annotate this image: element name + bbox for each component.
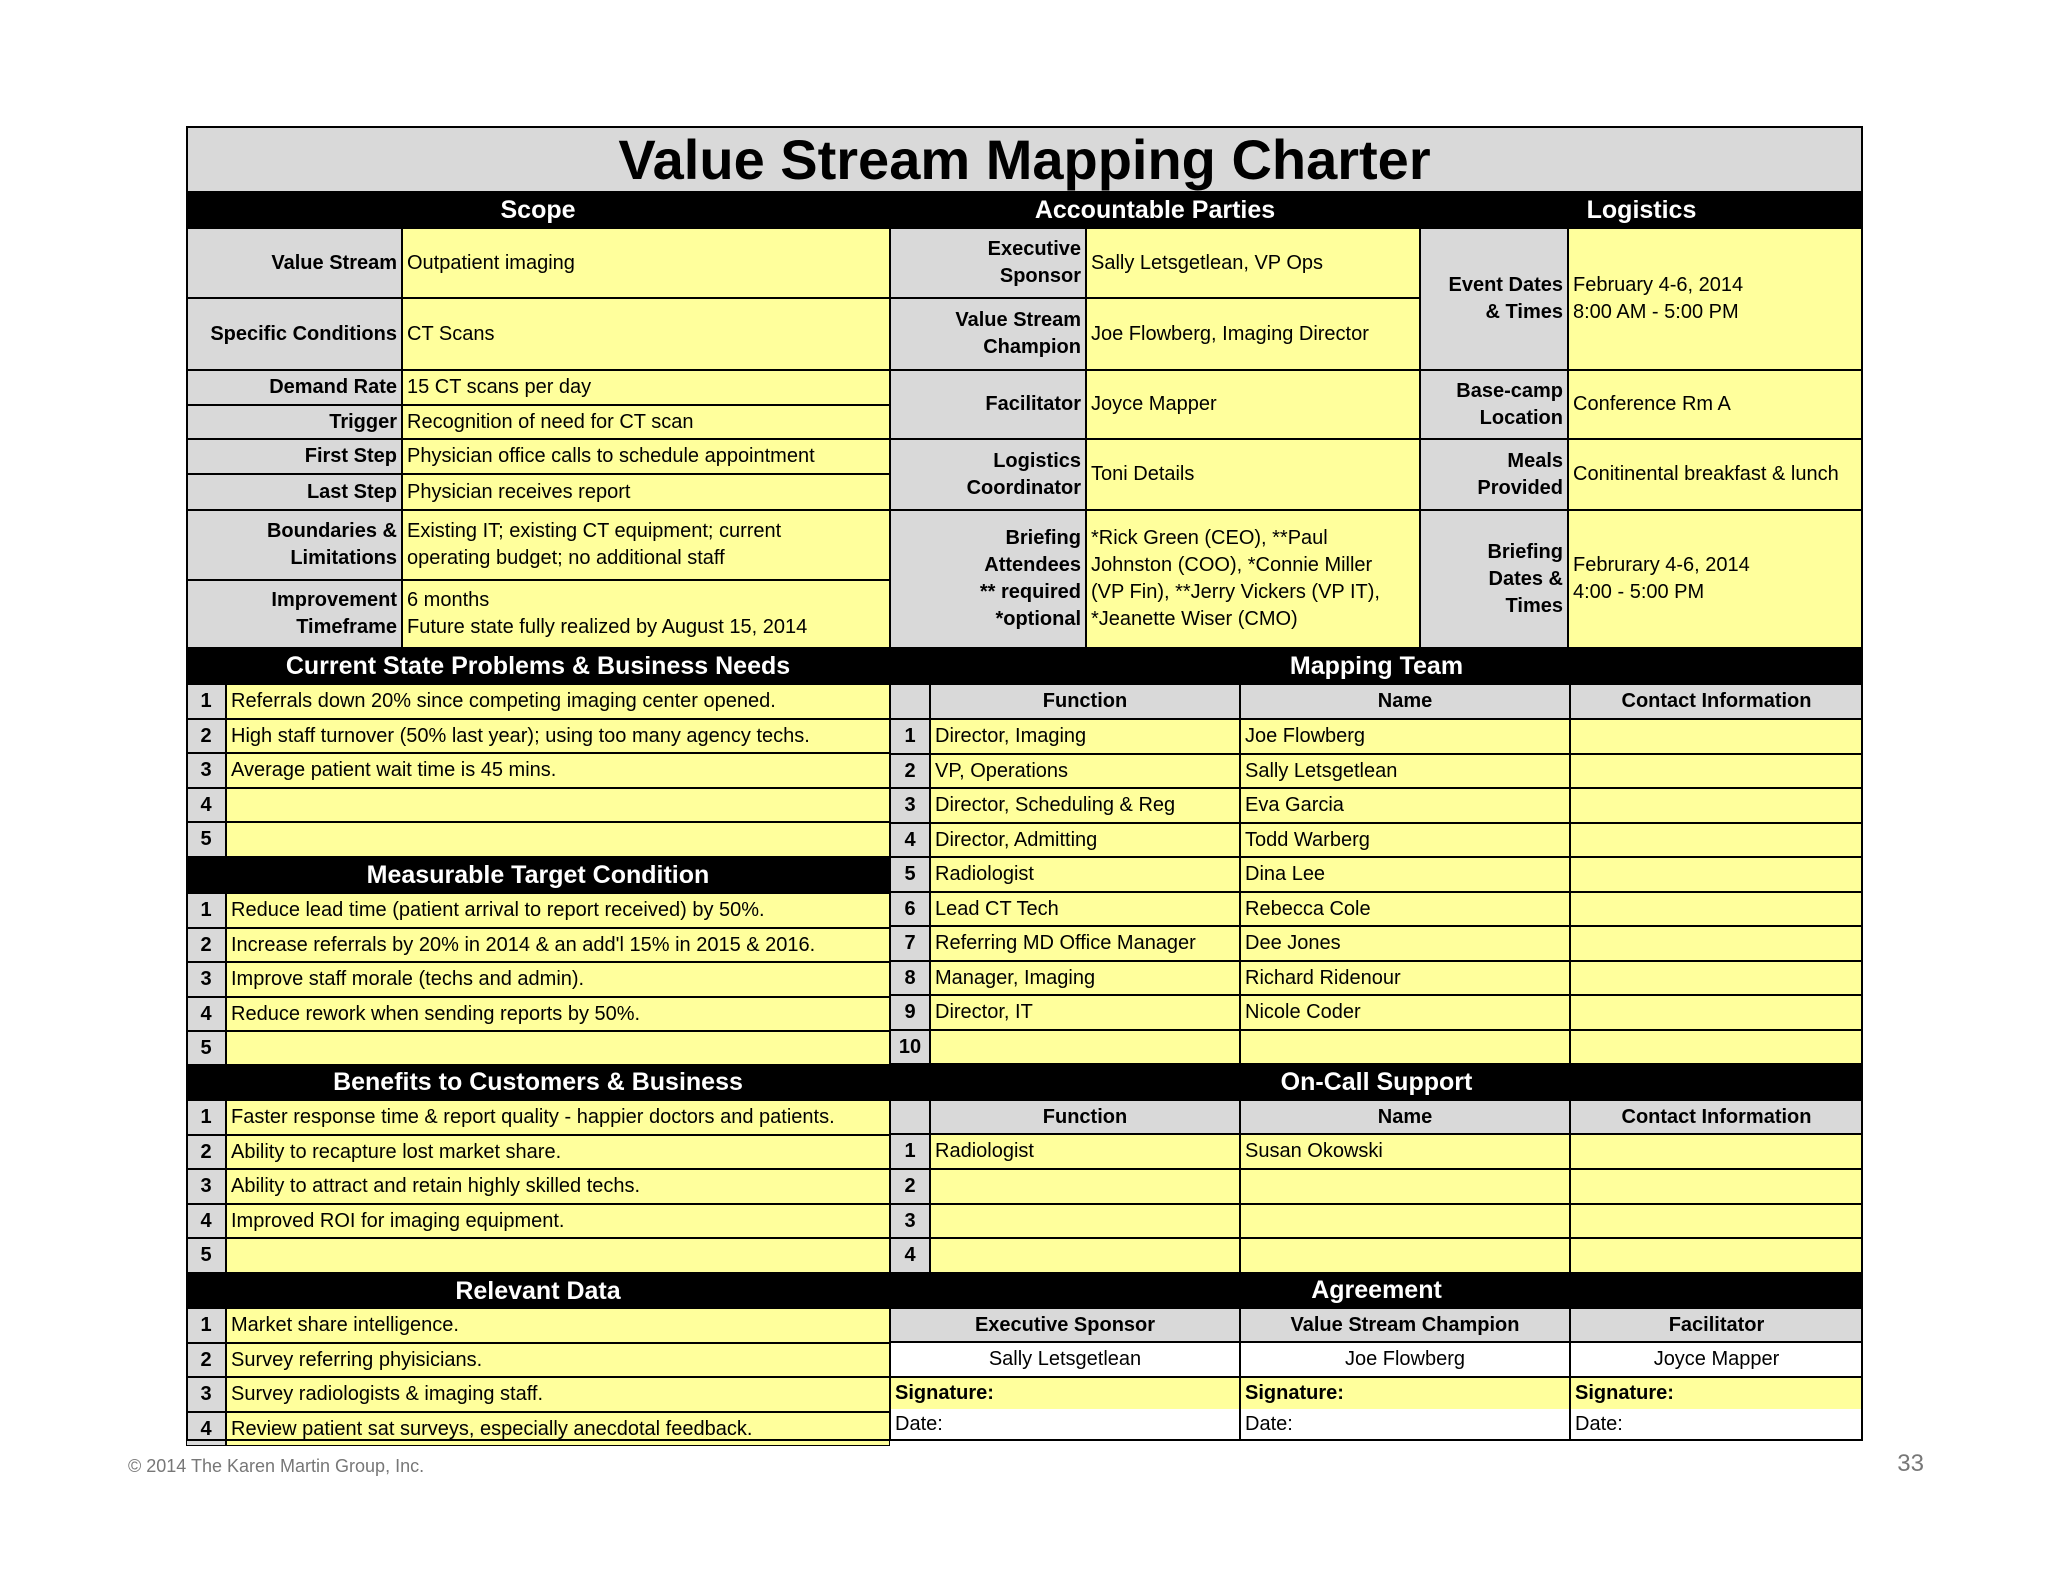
- team-name-cell[interactable]: [1240, 1030, 1570, 1064]
- team-function-header: Function: [930, 684, 1240, 719]
- last-step-label: Last Step: [186, 474, 402, 510]
- team-row-number: 4: [890, 823, 930, 857]
- problems-item[interactable]: [226, 822, 890, 857]
- relevant-number: 4: [186, 1412, 226, 1446]
- team-row-number: 9: [890, 995, 930, 1030]
- benefits-number: 5: [186, 1238, 226, 1273]
- team-name-header: Name: [1240, 684, 1570, 719]
- improvement-timeframe-label: Improvement Timeframe: [186, 580, 402, 648]
- oncall-contact-header: Contact Information: [1570, 1100, 1863, 1134]
- team-row-number: 1: [890, 719, 930, 754]
- team-function-cell[interactable]: Director, IT: [930, 995, 1240, 1030]
- team-contact-cell[interactable]: [1570, 823, 1863, 857]
- logistics-header: Logistics: [1420, 192, 1863, 228]
- benefits-item[interactable]: Ability to recapture lost market share.: [226, 1135, 890, 1169]
- team-row-number: 6: [890, 892, 930, 926]
- oncall-row-number: 1: [890, 1134, 930, 1169]
- fac-signature-field[interactable]: Signature:: [1570, 1377, 1863, 1409]
- oncall-header: On-Call Support: [890, 1064, 1863, 1100]
- benefits-number: 3: [186, 1169, 226, 1204]
- vsc-signature-field[interactable]: Signature:: [1240, 1377, 1570, 1409]
- oncall-function-cell[interactable]: [930, 1169, 1240, 1204]
- briefing-attendees-label: Briefing Attendees ** required *optional: [890, 510, 1086, 648]
- team-row-number: 8: [890, 961, 930, 995]
- relevant-number: 3: [186, 1377, 226, 1412]
- mapping-team-header: Mapping Team: [890, 648, 1863, 684]
- problems-item[interactable]: Average patient wait time is 45 mins.: [226, 753, 890, 788]
- specific-conditions-label: Specific Conditions: [186, 298, 402, 370]
- team-contact-cell[interactable]: [1570, 857, 1863, 892]
- relevant-item[interactable]: Survey referring phyisicians.: [226, 1343, 890, 1377]
- fac-date-field[interactable]: Date:: [1570, 1409, 1863, 1441]
- targets-item[interactable]: Increase referrals by 20% in 2014 & an add'l 15% in 2015 & 2016.: [226, 928, 890, 962]
- team-name-cell[interactable]: Todd Warberg: [1240, 823, 1570, 857]
- relevant-number: 1: [186, 1308, 226, 1343]
- team-row-number: 7: [890, 926, 930, 961]
- problems-number: 3: [186, 753, 226, 788]
- value-stream-champion-value: Joe Flowberg, Imaging Director: [1086, 298, 1420, 370]
- team-function-cell[interactable]: VP, Operations: [930, 754, 1240, 788]
- agreement-vsc-name: Joe Flowberg: [1240, 1342, 1570, 1377]
- agreement-fac-header: Facilitator: [1570, 1308, 1863, 1342]
- team-contact-cell[interactable]: [1570, 719, 1863, 754]
- trigger-label: Trigger: [186, 405, 402, 439]
- executive-sponsor-value: Sally Letsgetlean, VP Ops: [1086, 228, 1420, 298]
- facilitator-value: Joyce Mapper: [1086, 370, 1420, 439]
- team-name-cell[interactable]: Richard Ridenour: [1240, 961, 1570, 995]
- briefing-dates-value: Februrary 4-6, 2014 4:00 - 5:00 PM: [1568, 510, 1863, 648]
- team-contact-header: Contact Information: [1570, 684, 1863, 719]
- oncall-function-cell[interactable]: [930, 1238, 1240, 1273]
- page-number: 33: [1897, 1450, 1924, 1477]
- team-row-number: 5: [890, 857, 930, 892]
- first-step-label: First Step: [186, 439, 402, 474]
- oncall-row-number: 2: [890, 1169, 930, 1204]
- oncall-name-cell[interactable]: Susan Okowski: [1240, 1134, 1570, 1169]
- targets-number: 4: [186, 997, 226, 1031]
- oncall-contact-cell[interactable]: [1570, 1204, 1863, 1238]
- mapping-team-corner: [890, 684, 930, 719]
- oncall-name-cell[interactable]: [1240, 1238, 1570, 1273]
- targets-number: 3: [186, 962, 226, 997]
- team-row-number: 10: [890, 1030, 930, 1064]
- executive-sponsor-label: Executive Sponsor: [890, 228, 1086, 298]
- oncall-function-cell[interactable]: [930, 1204, 1240, 1238]
- problems-item[interactable]: High staff turnover (50% last year); using too many agency techs.: [226, 719, 890, 753]
- team-name-cell[interactable]: Sally Letsgetlean: [1240, 754, 1570, 788]
- copyright-footer: © 2014 The Karen Martin Group, Inc.: [128, 1456, 425, 1476]
- problems-number: 1: [186, 684, 226, 719]
- demand-rate-value: 15 CT scans per day: [402, 370, 890, 405]
- targets-number: 2: [186, 928, 226, 962]
- agreement-exec-name: Sally Letsgetlean: [890, 1342, 1240, 1377]
- team-function-cell[interactable]: Lead CT Tech: [930, 892, 1240, 926]
- first-step-value: Physician office calls to schedule appointment: [402, 439, 890, 474]
- value-stream-champion-label: Value Stream Champion: [890, 298, 1086, 370]
- agreement-vsc-header: Value Stream Champion: [1240, 1308, 1570, 1342]
- agreement-exec-header: Executive Sponsor: [890, 1308, 1240, 1342]
- accountable-header: Accountable Parties: [890, 192, 1420, 228]
- vsc-date-field[interactable]: Date:: [1240, 1409, 1570, 1441]
- targets-number: 5: [186, 1031, 226, 1066]
- specific-conditions-value: CT Scans: [402, 298, 890, 370]
- team-contact-cell[interactable]: [1570, 926, 1863, 961]
- relevant-item[interactable]: Market share intelligence.: [226, 1308, 890, 1343]
- team-name-cell[interactable]: Rebecca Cole: [1240, 892, 1570, 926]
- oncall-corner: [890, 1100, 930, 1134]
- benefits-item[interactable]: Faster response time & report quality - happier doctors and patients.: [226, 1100, 890, 1135]
- team-name-cell[interactable]: Joe Flowberg: [1240, 719, 1570, 754]
- team-name-cell[interactable]: Dina Lee: [1240, 857, 1570, 892]
- oncall-row-number: 3: [890, 1204, 930, 1238]
- oncall-name-cell[interactable]: [1240, 1169, 1570, 1204]
- targets-item[interactable]: Reduce lead time (patient arrival to report received) by 50%.: [226, 893, 890, 928]
- trigger-value: Recognition of need for CT scan: [402, 405, 890, 439]
- team-function-cell[interactable]: Radiologist: [930, 857, 1240, 892]
- oncall-contact-cell[interactable]: [1570, 1134, 1863, 1169]
- agreement-fac-name: Joyce Mapper: [1570, 1342, 1863, 1377]
- logistics-coordinator-value: Toni Details: [1086, 439, 1420, 510]
- team-function-cell[interactable]: Referring MD Office Manager: [930, 926, 1240, 961]
- targets-item[interactable]: [226, 1031, 890, 1066]
- targets-number: 1: [186, 893, 226, 928]
- team-row-number: 2: [890, 754, 930, 788]
- event-dates-value: February 4-6, 2014 8:00 AM - 5:00 PM: [1568, 228, 1863, 370]
- oncall-function-header: Function: [930, 1100, 1240, 1134]
- problems-number: 2: [186, 719, 226, 753]
- boundaries-value: Existing IT; existing CT equipment; current operating budget; no additional staff: [402, 510, 890, 580]
- team-name-cell[interactable]: Dee Jones: [1240, 926, 1570, 961]
- benefits-number: 1: [186, 1100, 226, 1135]
- improvement-timeframe-value: 6 months Future state fully realized by August 15, 2014: [402, 580, 890, 648]
- problems-number: 5: [186, 822, 226, 857]
- target-header: Measurable Target Condition: [186, 857, 890, 893]
- problems-item[interactable]: [226, 788, 890, 822]
- targets-item[interactable]: Reduce rework when sending reports by 50%.: [226, 997, 890, 1031]
- benefits-item[interactable]: Ability to attract and retain highly skilled techs.: [226, 1169, 890, 1204]
- base-camp-value: Conference Rm A: [1568, 370, 1863, 439]
- value-stream-label: Value Stream: [186, 228, 402, 298]
- oncall-contact-cell[interactable]: [1570, 1238, 1863, 1273]
- agreement-header: Agreement: [890, 1273, 1863, 1308]
- team-contact-cell[interactable]: [1570, 961, 1863, 995]
- team-function-cell[interactable]: [930, 1030, 1240, 1064]
- team-contact-cell[interactable]: [1570, 788, 1863, 823]
- benefits-number: 2: [186, 1135, 226, 1169]
- team-function-cell[interactable]: Director, Admitting: [930, 823, 1240, 857]
- demand-rate-label: Demand Rate: [186, 370, 402, 405]
- team-function-cell[interactable]: Manager, Imaging: [930, 961, 1240, 995]
- event-dates-label: Event Dates & Times: [1420, 228, 1568, 370]
- team-name-cell[interactable]: Eva Garcia: [1240, 788, 1570, 823]
- logistics-coordinator-label: Logistics Coordinator: [890, 439, 1086, 510]
- facilitator-label: Facilitator: [890, 370, 1086, 439]
- targets-item[interactable]: Improve staff morale (techs and admin).: [226, 962, 890, 997]
- briefing-dates-label: Briefing Dates & Times: [1420, 510, 1568, 648]
- benefits-item[interactable]: Improved ROI for imaging equipment.: [226, 1204, 890, 1238]
- problems-number: 4: [186, 788, 226, 822]
- boundaries-label: Boundaries & Limitations: [186, 510, 402, 580]
- benefits-header: Benefits to Customers & Business: [186, 1064, 890, 1100]
- problems-header: Current State Problems & Business Needs: [186, 648, 890, 684]
- last-step-value: Physician receives report: [402, 474, 890, 510]
- team-contact-cell[interactable]: [1570, 892, 1863, 926]
- scope-header: Scope: [186, 192, 890, 228]
- page-title: Value Stream Mapping Charter: [186, 126, 1863, 192]
- relevant-header: Relevant Data: [186, 1273, 890, 1309]
- oncall-name-header: Name: [1240, 1100, 1570, 1134]
- benefits-item[interactable]: [226, 1238, 890, 1273]
- value-stream-value: Outpatient imaging: [402, 228, 890, 298]
- oncall-function-cell[interactable]: Radiologist: [930, 1134, 1240, 1169]
- oncall-contact-cell[interactable]: [1570, 1169, 1863, 1204]
- team-row-number: 3: [890, 788, 930, 823]
- team-contact-cell[interactable]: [1570, 995, 1863, 1030]
- base-camp-label: Base-camp Location: [1420, 370, 1568, 439]
- relevant-item[interactable]: Review patient sat surveys, especially anecdotal feedback.: [226, 1412, 890, 1446]
- oncall-row-number: 4: [890, 1238, 930, 1273]
- exec-date-field[interactable]: Date:: [890, 1409, 1240, 1441]
- benefits-number: 4: [186, 1204, 226, 1238]
- team-contact-cell[interactable]: [1570, 1030, 1863, 1064]
- meals-label: Meals Provided: [1420, 439, 1568, 510]
- team-function-cell[interactable]: Director, Scheduling & Reg: [930, 788, 1240, 823]
- team-contact-cell[interactable]: [1570, 754, 1863, 788]
- oncall-name-cell[interactable]: [1240, 1204, 1570, 1238]
- briefing-attendees-value: *Rick Green (CEO), **Paul Johnston (COO), *Connie Miller (VP Fin), **Jerry Vickers (VP IT), *Jeanette Wiser (CMO): [1086, 510, 1420, 648]
- problems-item[interactable]: Referrals down 20% since competing imaging center opened.: [226, 684, 890, 719]
- exec-signature-field[interactable]: Signature:: [890, 1377, 1240, 1409]
- relevant-number: 2: [186, 1343, 226, 1377]
- meals-value: Conitinental breakfast & lunch: [1568, 439, 1863, 510]
- team-function-cell[interactable]: Director, Imaging: [930, 719, 1240, 754]
- relevant-item[interactable]: Survey radiologists & imaging staff.: [226, 1377, 890, 1412]
- team-name-cell[interactable]: Nicole Coder: [1240, 995, 1570, 1030]
